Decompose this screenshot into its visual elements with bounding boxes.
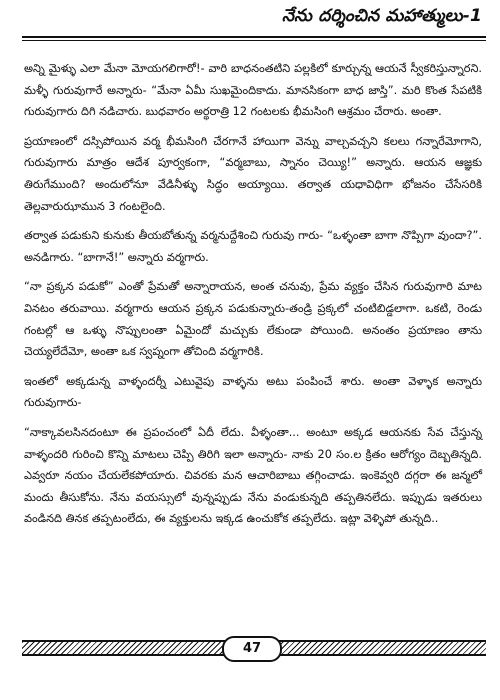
page-number: 47 [222,636,282,662]
header-rule-thick [22,36,486,38]
paragraph-2: ప్రయాణంలో దస్సిపోయిన వర్మ భీమసింగి చేరగానే హాయిగా వెన్ను వాల్చవచ్చని కలలు గన్నారేమోగాని, గురువుగారు మాత్రం ఆదేశ పూర్వకంగా, “వర్మబాబు, స్నానం చెయ్యి!” అన్నారు. ఆయన ఆజ్ఞకు తిరుగేముంది? అందులోనూ వేడినీళ్ళు సిద్ధం అయ్యాయి. తర్వాత యధావిధిగా భోజనం చేసేసరికి తెల్లవారుఝామున 3 గంటలైంది. [24,134,486,213]
header-rule-thin [22,40,486,41]
body-text [24,58,486,530]
paragraph-6: “నాక్కావలసినదంటూ ఈ ప్రపంచంలో ఏదీ లేదు. వీళ్ళంతా... అంటూ అక్కడ ఆయనకు సేవ చేస్తున్న వాళ్ళందరి గురించి కొన్ని మాటలు చెప్పి తిరిగి ఇలా అన్నారు- నాకు 20 సం.ల క్రితం ఆరోగ్యం దెబ్బతిన్నది. ఎవ్వరూ నయం చేయలేకపోయారు. చివరకు మన ఆచారిబాబు తగ్గించాడు. ఇంకెవ్వరి దగ్గరా ఈ జన్మలో మందు తీసుకోను. నేను వయస్సులో వున్నప్పుడు నేను వండుకున్నది తప్పతినలేదు. ఇప్పుడు ఇతరులు వండినది తినక తప్పటంలేదు, ఈ వ్యక్తులను ఇక్కడ ఉంచుకోక తప్పలేదు. ఇట్లా వెళ్ళిపో తున్నది.. [24,425,486,526]
paragraph-5: ఇంతలో అక్కడున్న వాళ్ళందర్నీ ఎటువైపు వాళ్ళను అటు పంపించే శారు. అంతా వెళ్ళాక అన్నారు గురువుగారు- [24,374,486,410]
running-title: నేను దర్శించిన మహాత్ములు-1 [281,6,482,26]
page-header [0,0,500,52]
page-footer [0,628,500,700]
paragraph-3: తర్వాత పడుకుని కునుకు తీయబోతున్న వర్మనుద్దేశించి గురువు గారు- “ఒళ్ళంతా బాగా నొప్పిగా వుందా?”. అనడిగారు. “బాగానే!” అన్నారు వర్మగారు. [24,229,486,264]
paragraph-4: “నా ప్రక్కన పడుకో” ఎంతో ప్రేమతో అన్నారాయన, అంత చనువు, ప్రేమ వ్యక్తం చేసిన గురువుగారి మాట వినటం తరువాయి. వర్మగారు ఆయన ప్రక్కన పడుకున్నారు-తండ్రి ప్రక్కలో చంటిబిడ్డలాగా. ఒకటి, రెండు గంటల్లో ఆ ఒళ్ళు నొప్పులంతా ఏమైందో మచ్చుకు లేకుండా పోయింది. అనంతం ప్రయాణం తాను చెయ్యలేదేమో, అంతా ఒక స్వప్నంగా తోచింది వర్మగారికి. [24,280,486,359]
paragraph-1: అన్ని మైళ్ళు ఎలా మేనా మోయగలిగారో!- వారి బాధనంతటిని పల్లకిలో కూర్చున్న ఆయనే స్వీకరిస్తున్నారని. మళ్ళీ గురువుగారే అన్నారు- “మేనా ఏమీ సుఖమైందికాదు. మానసికంగా బాధ జాస్తి”. మరి కొంత సేపటికి గురువుగారు దిగి నడిచారు. బుధవారం అర్థరాత్రి 12 గంటలకు భీమసింగి ఆశ్రమం చేరారు. అంతా. [24,62,486,119]
